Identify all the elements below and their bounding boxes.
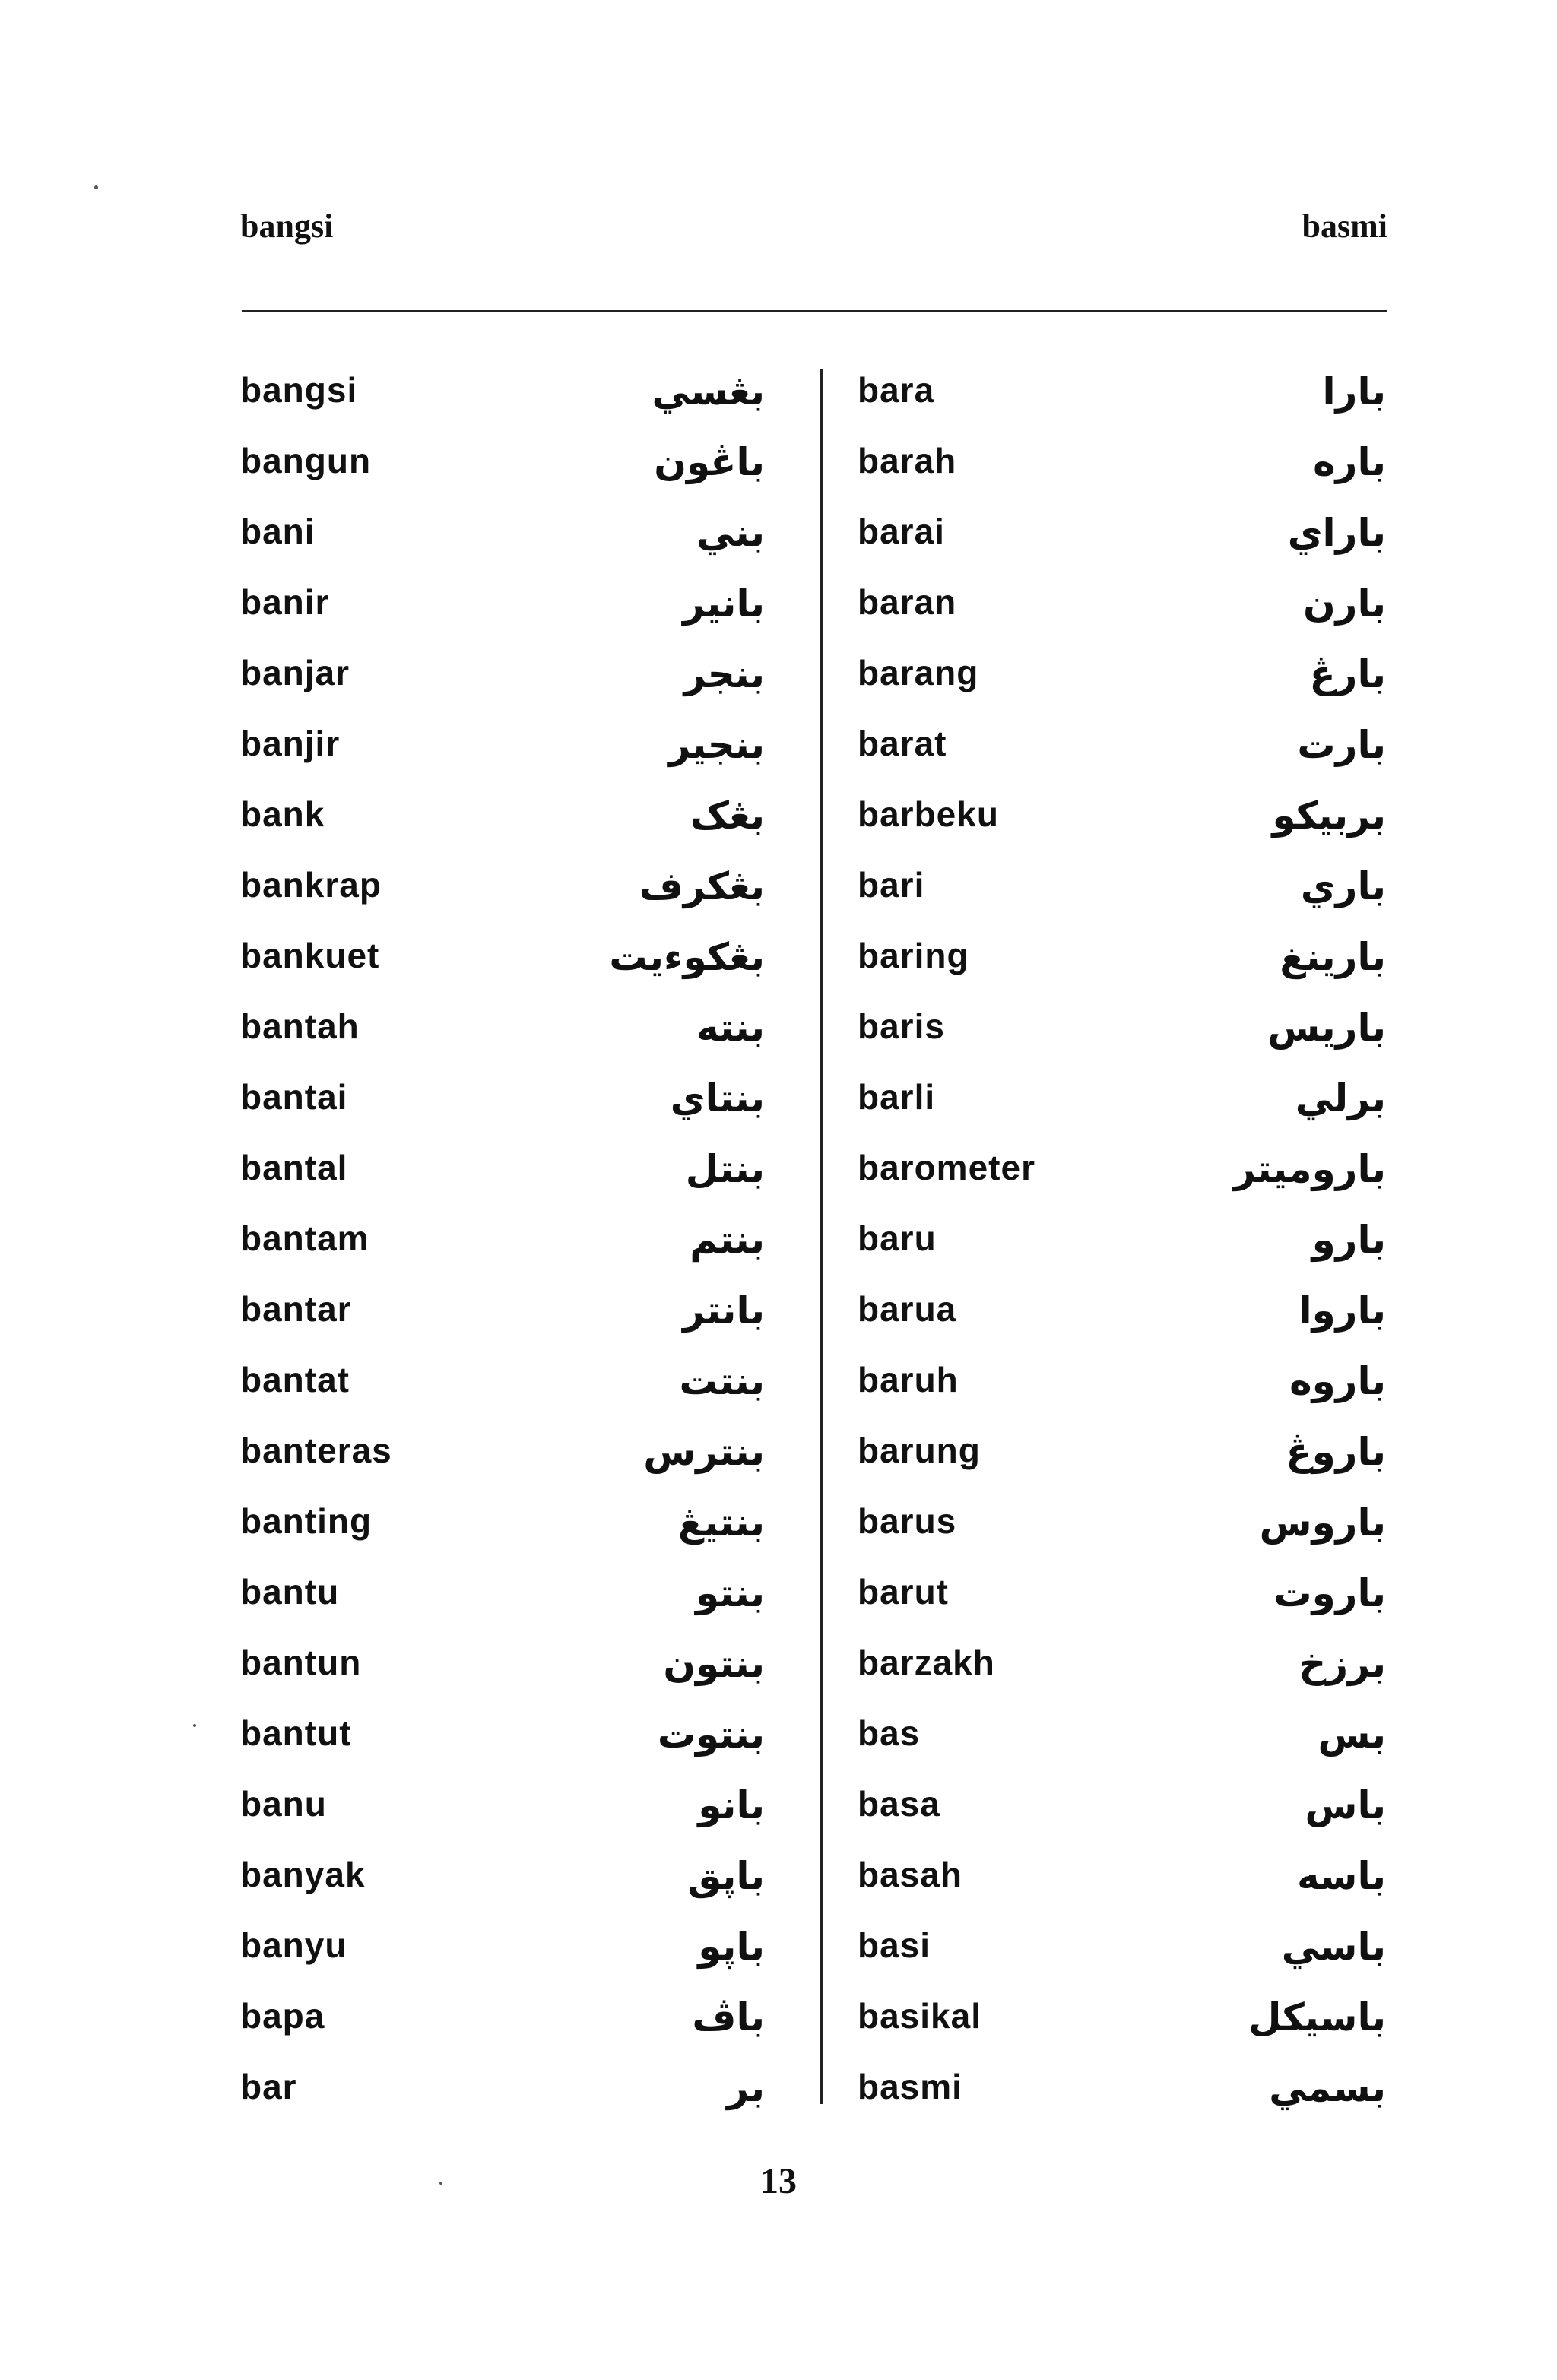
entry-latin-word: barus: [858, 1501, 957, 1541]
entry-jawi-word: بنته: [696, 1006, 765, 1050]
entry-jawi-word: بڠکوءيت: [609, 935, 765, 979]
entry-latin-word: barung: [858, 1431, 981, 1470]
dictionary-entry: [240, 1637, 765, 1708]
dictionary-entry: [858, 1991, 1386, 2062]
dictionary-entry: [858, 436, 1386, 506]
entry-jawi-word: باري: [1300, 864, 1386, 908]
entry-jawi-word: بنتيڠ: [677, 1501, 765, 1545]
entry-jawi-word: باسيکل: [1248, 1995, 1386, 2039]
entry-jawi-word: بنتل: [685, 1147, 765, 1191]
dictionary-entry: [240, 1001, 765, 1072]
entry-latin-word: bankuet: [240, 936, 380, 975]
entry-latin-word: basmi: [858, 2067, 962, 2106]
dictionary-entry: [858, 648, 1386, 718]
dictionary-entry: [858, 1425, 1386, 1496]
entry-jawi-word: بس: [1318, 1713, 1386, 1757]
entry-jawi-word: بنتاي: [670, 1076, 765, 1120]
entry-latin-word: barat: [858, 724, 947, 763]
right-column: [858, 365, 1386, 2132]
entry-latin-word: barut: [858, 1572, 949, 1611]
entry-latin-word: banteras: [240, 1431, 392, 1470]
dictionary-entry: [858, 365, 1386, 436]
entry-jawi-word: بنتون: [663, 1642, 765, 1686]
entry-latin-word: banjir: [240, 724, 341, 763]
entry-jawi-word: باسي: [1281, 1925, 1386, 1969]
entry-latin-word: bar: [240, 2067, 297, 2106]
entry-latin-word: banu: [240, 1784, 327, 1824]
dictionary-entry: [240, 1920, 765, 1991]
entry-jawi-word: بنجر: [683, 652, 765, 696]
entry-jawi-word: بنتوت: [657, 1713, 765, 1757]
entry-latin-word: bantal: [240, 1148, 348, 1187]
entry-jawi-word: بڠسي: [652, 369, 765, 414]
entry-latin-word: bani: [240, 512, 316, 551]
right-guide-word: basmi: [1302, 208, 1387, 245]
dictionary-entry: [240, 1849, 765, 1920]
dictionary-entry: [858, 1920, 1386, 1991]
entry-latin-word: banting: [240, 1501, 373, 1541]
dictionary-entry: [858, 1637, 1386, 1708]
entry-latin-word: bantar: [240, 1289, 352, 1329]
entry-latin-word: bantat: [240, 1360, 350, 1399]
dictionary-entry: [240, 1284, 765, 1355]
dictionary-entry: [858, 1567, 1386, 1637]
header-rule: [242, 310, 1387, 312]
entry-latin-word: bantun: [240, 1643, 362, 1682]
dictionary-entry: [858, 1496, 1386, 1567]
entry-latin-word: barometer: [858, 1148, 1035, 1187]
dictionary-entry: [858, 1001, 1386, 1072]
dictionary-entry: [858, 1142, 1386, 1213]
scan-speck: [193, 1724, 196, 1727]
entry-jawi-word: بانتر: [683, 1288, 765, 1333]
entry-latin-word: bas: [858, 1713, 921, 1753]
entry-latin-word: banyak: [240, 1855, 366, 1894]
scan-speck: [94, 185, 98, 189]
entry-latin-word: bangun: [240, 441, 372, 480]
dictionary-entry: [858, 1355, 1386, 1425]
entry-jawi-word: بارن: [1302, 582, 1386, 626]
dictionary-entry: [240, 648, 765, 718]
dictionary-entry: [858, 860, 1386, 930]
entry-jawi-word: بر: [727, 2066, 765, 2110]
entry-latin-word: basa: [858, 1784, 940, 1824]
entry-latin-word: barli: [858, 1077, 936, 1117]
entry-latin-word: banyu: [240, 1925, 347, 1965]
entry-latin-word: baruh: [858, 1360, 959, 1399]
entry-jawi-word: بربيکو: [1272, 794, 1386, 838]
entry-latin-word: basah: [858, 1855, 962, 1894]
entry-jawi-word: برزخ: [1299, 1642, 1386, 1686]
dictionary-entry: [858, 506, 1386, 577]
entry-jawi-word: باروڠ: [1286, 1430, 1386, 1474]
dictionary-entry: [240, 1072, 765, 1142]
dictionary-entry: [240, 789, 765, 860]
entry-latin-word: baru: [858, 1219, 937, 1258]
entry-jawi-word: بنجير: [668, 723, 765, 767]
entry-latin-word: bantu: [240, 1572, 340, 1611]
entry-jawi-word: باروميتر: [1233, 1147, 1386, 1191]
entry-jawi-word: باس: [1305, 1783, 1386, 1827]
column-divider: [820, 369, 823, 2104]
entry-jawi-word: بارو: [1311, 1218, 1386, 1262]
dictionary-entry: [240, 577, 765, 648]
dictionary-entry: [240, 930, 765, 1001]
entry-latin-word: baring: [858, 936, 969, 975]
dictionary-entry: [240, 1355, 765, 1425]
entry-jawi-word: باروت: [1273, 1571, 1386, 1615]
entry-jawi-word: بنتت: [679, 1359, 765, 1403]
dictionary-entry: [240, 1496, 765, 1567]
entry-latin-word: barua: [858, 1289, 957, 1329]
dictionary-entry: [240, 365, 765, 436]
dictionary-entry: [240, 436, 765, 506]
dictionary-entry: [240, 1567, 765, 1637]
dictionary-entry: [240, 1425, 765, 1496]
dictionary-entry: [240, 1779, 765, 1849]
entry-jawi-word: باڽو: [698, 1925, 765, 1969]
dictionary-entry: [858, 930, 1386, 1001]
dictionary-entry: [858, 577, 1386, 648]
entry-latin-word: bantai: [240, 1077, 348, 1117]
entry-latin-word: bapa: [240, 1996, 325, 2036]
dictionary-entry: [858, 1708, 1386, 1779]
entry-jawi-word: بارڠ: [1309, 652, 1386, 696]
entry-latin-word: bantam: [240, 1219, 369, 1258]
entry-jawi-word: باروس: [1259, 1501, 1386, 1545]
entry-jawi-word: بنتم: [690, 1218, 765, 1262]
dictionary-entry: [240, 506, 765, 577]
entry-latin-word: bara: [858, 370, 935, 410]
entry-jawi-word: بسمي: [1269, 2066, 1386, 2110]
entry-latin-word: basi: [858, 1925, 931, 1965]
dictionary-entry: [240, 718, 765, 789]
entry-latin-word: bankrap: [240, 865, 382, 905]
entry-latin-word: bari: [858, 865, 925, 905]
entry-jawi-word: باسه: [1296, 1854, 1386, 1898]
entry-jawi-word: باڤ: [692, 1995, 765, 2039]
entry-latin-word: bank: [240, 794, 325, 834]
dictionary-entry: [858, 1849, 1386, 1920]
entry-latin-word: barang: [858, 653, 979, 692]
entry-latin-word: barzakh: [858, 1643, 995, 1682]
entry-latin-word: barah: [858, 441, 957, 480]
page-number: 13: [760, 2161, 797, 2201]
dictionary-entry: [858, 2062, 1386, 2132]
entry-jawi-word: برلي: [1295, 1076, 1386, 1120]
entry-jawi-word: باڠون: [654, 440, 765, 484]
entry-jawi-word: بانو: [698, 1783, 765, 1827]
dictionary-entry: [858, 1284, 1386, 1355]
entry-latin-word: banjar: [240, 653, 350, 692]
dictionary-entry: [240, 1991, 765, 2062]
entry-jawi-word: بنترس: [643, 1430, 765, 1474]
entry-latin-word: baran: [858, 582, 957, 622]
entry-jawi-word: بڠکرف: [639, 864, 765, 908]
entry-jawi-word: باروه: [1289, 1359, 1386, 1403]
entry-jawi-word: باڽق: [687, 1854, 765, 1898]
entry-jawi-word: باروا: [1299, 1288, 1386, 1333]
entry-latin-word: baris: [858, 1006, 945, 1046]
entry-jawi-word: بني: [696, 511, 765, 555]
entry-jawi-word: بارينغ: [1280, 935, 1386, 979]
dictionary-entry: [858, 1779, 1386, 1849]
dictionary-entry: [240, 860, 765, 930]
dictionary-entry: [858, 718, 1386, 789]
entry-latin-word: barai: [858, 512, 945, 551]
entry-jawi-word: بڠک: [690, 794, 765, 838]
dictionary-entry: [240, 1213, 765, 1284]
dictionary-entry: [858, 1213, 1386, 1284]
dictionary-entry: [240, 1142, 765, 1213]
entry-latin-word: banir: [240, 582, 330, 622]
entry-jawi-word: بارا: [1322, 369, 1386, 414]
dictionary-entry: [858, 1072, 1386, 1142]
entry-latin-word: bangsi: [240, 370, 358, 410]
entry-jawi-word: باريس: [1267, 1006, 1386, 1050]
scan-speck: [439, 2182, 442, 2185]
entry-jawi-word: باراي: [1287, 511, 1386, 555]
entry-jawi-word: بنتو: [696, 1571, 765, 1615]
entry-jawi-word: باره: [1313, 440, 1386, 484]
left-guide-word: bangsi: [240, 208, 334, 245]
dictionary-entry: [240, 2062, 765, 2132]
entry-jawi-word: بانير: [683, 582, 765, 626]
dictionary-entry: [240, 1708, 765, 1779]
left-column: [240, 365, 765, 2132]
entry-latin-word: basikal: [858, 1996, 981, 2036]
entry-jawi-word: بارت: [1297, 723, 1386, 767]
entry-latin-word: bantah: [240, 1006, 360, 1046]
entry-latin-word: bantut: [240, 1713, 352, 1753]
entry-latin-word: barbeku: [858, 794, 999, 834]
dictionary-entry: [858, 789, 1386, 860]
